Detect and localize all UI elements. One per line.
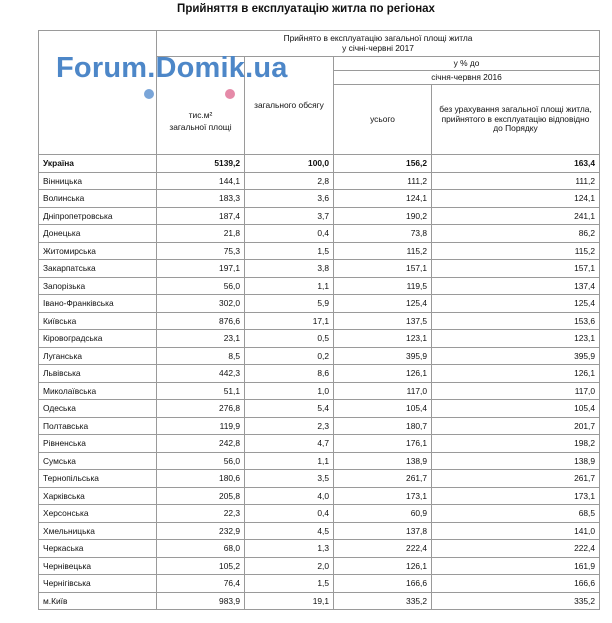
cell-region: Київська	[39, 312, 157, 330]
cell-area: 442,3	[157, 365, 245, 383]
cell-area: 276,8	[157, 400, 245, 418]
table-row	[39, 540, 600, 558]
cell-share: 0,5	[245, 330, 334, 348]
cell-share: 4,5	[245, 522, 334, 540]
cell-total: 125,4	[334, 295, 432, 313]
cell-area: 983,9	[157, 592, 245, 610]
cell-region: Кіровоградська	[39, 330, 157, 348]
cell-total: 126,1	[334, 365, 432, 383]
cell-excl: 125,4	[432, 295, 600, 313]
cell-area: 302,0	[157, 295, 245, 313]
cell-excl: 153,6	[432, 312, 600, 330]
cell-area: 21,8	[157, 225, 245, 243]
cell-excl: 105,4	[432, 400, 600, 418]
cell-region: Херсонська	[39, 505, 157, 523]
cell-area: 183,3	[157, 190, 245, 208]
cell-area: 23,1	[157, 330, 245, 348]
header-col-total: усього	[334, 85, 432, 155]
cell-area: 22,3	[157, 505, 245, 523]
cell-region: м.Київ	[39, 592, 157, 610]
cell-region: Хмельницька	[39, 522, 157, 540]
cell-excl: 111,2	[432, 172, 600, 190]
cell-region: Рівненська	[39, 435, 157, 453]
page-title: Прийняття в експлуатацію житла по регіонах	[177, 3, 435, 15]
cell-share: 1,0	[245, 382, 334, 400]
table-row	[39, 312, 600, 330]
cell-excl: 86,2	[432, 225, 600, 243]
table-header	[39, 31, 600, 155]
cell-region: Чернігівська	[39, 575, 157, 593]
watermark-dot-pink-icon	[225, 89, 235, 99]
cell-region: Одеська	[39, 400, 157, 418]
header-period-prev: січня-червня 2016	[334, 71, 600, 85]
cell-total: 137,8	[334, 522, 432, 540]
cell-region: Донецька	[39, 225, 157, 243]
header-group-line1: Прийнято в експлуатацію загальної площі житла	[283, 33, 473, 43]
table-row	[39, 452, 600, 470]
cell-region: Дніпропетровська	[39, 207, 157, 225]
table-row	[39, 505, 600, 523]
cell-share: 3,6	[245, 190, 334, 208]
cell-excl: 138,9	[432, 452, 600, 470]
cell-excl: 141,0	[432, 522, 600, 540]
table-row	[39, 365, 600, 383]
cell-total: 190,2	[334, 207, 432, 225]
table-row	[39, 435, 600, 453]
cell-total: 157,1	[334, 260, 432, 278]
cell-share: 1,5	[245, 575, 334, 593]
cell-region: Житомирська	[39, 242, 157, 260]
cell-share: 19,1	[245, 592, 334, 610]
cell-share: 4,7	[245, 435, 334, 453]
cell-total: 123,1	[334, 330, 432, 348]
cell-total: 124,1	[334, 190, 432, 208]
cell-excl: 173,1	[432, 487, 600, 505]
cell-total: 173,1	[334, 487, 432, 505]
cell-total: 176,1	[334, 435, 432, 453]
cell-region: Івано-Франківська	[39, 295, 157, 313]
cell-region: Миколаївська	[39, 382, 157, 400]
cell-total: 60,9	[334, 505, 432, 523]
table-row	[39, 277, 600, 295]
cell-share: 100,0	[245, 155, 334, 173]
table-row	[39, 330, 600, 348]
table-row	[39, 172, 600, 190]
cell-total: 111,2	[334, 172, 432, 190]
cell-area: 180,6	[157, 470, 245, 488]
cell-region: Сумська	[39, 452, 157, 470]
cell-region: Черкаська	[39, 540, 157, 558]
cell-excl: 163,4	[432, 155, 600, 173]
table-row	[39, 557, 600, 575]
cell-total: 137,5	[334, 312, 432, 330]
cell-total: 261,7	[334, 470, 432, 488]
cell-share: 8,6	[245, 365, 334, 383]
cell-excl: 201,7	[432, 417, 600, 435]
cell-area: 105,2	[157, 557, 245, 575]
header-corner-cell	[39, 31, 157, 155]
housing-table	[38, 30, 600, 610]
cell-excl: 335,2	[432, 592, 600, 610]
cell-share: 1,5	[245, 242, 334, 260]
cell-area: 144,1	[157, 172, 245, 190]
cell-region: Волинська	[39, 190, 157, 208]
cell-excl: 261,7	[432, 470, 600, 488]
cell-total: 156,2	[334, 155, 432, 173]
table-row	[39, 417, 600, 435]
cell-total: 126,1	[334, 557, 432, 575]
table-row	[39, 347, 600, 365]
cell-excl: 157,1	[432, 260, 600, 278]
cell-excl: 123,1	[432, 330, 600, 348]
cell-area: 242,8	[157, 435, 245, 453]
cell-region: Закарпатська	[39, 260, 157, 278]
table-row	[39, 592, 600, 610]
cell-total: 105,4	[334, 400, 432, 418]
cell-total: 166,6	[334, 575, 432, 593]
cell-area: 876,6	[157, 312, 245, 330]
table-row	[39, 242, 600, 260]
table-row	[39, 470, 600, 488]
cell-share: 2,0	[245, 557, 334, 575]
cell-area: 75,3	[157, 242, 245, 260]
cell-share: 17,1	[245, 312, 334, 330]
watermark-dot-blue-icon	[144, 89, 154, 99]
table-row	[39, 382, 600, 400]
table-row	[39, 575, 600, 593]
cell-share: 3,7	[245, 207, 334, 225]
cell-area: 5139,2	[157, 155, 245, 173]
cell-share: 0,4	[245, 505, 334, 523]
cell-excl: 161,9	[432, 557, 600, 575]
cell-area: 68,0	[157, 540, 245, 558]
cell-region: Чернівецька	[39, 557, 157, 575]
cell-excl: 137,4	[432, 277, 600, 295]
cell-area: 56,0	[157, 277, 245, 295]
table-row	[39, 400, 600, 418]
table-body	[39, 155, 600, 610]
cell-excl: 124,1	[432, 190, 600, 208]
header-percent-to: у % до	[334, 57, 600, 71]
table-row	[39, 487, 600, 505]
cell-share: 5,4	[245, 400, 334, 418]
table-row	[39, 225, 600, 243]
table-row	[39, 260, 600, 278]
cell-area: 51,1	[157, 382, 245, 400]
cell-area: 197,1	[157, 260, 245, 278]
cell-share: 5,9	[245, 295, 334, 313]
cell-excl: 68,5	[432, 505, 600, 523]
cell-share: 3,8	[245, 260, 334, 278]
cell-total: 395,9	[334, 347, 432, 365]
table-row	[39, 207, 600, 225]
table-row	[39, 522, 600, 540]
cell-region: Вінницька	[39, 172, 157, 190]
cell-area: 76,4	[157, 575, 245, 593]
table-row	[39, 190, 600, 208]
cell-share: 1,1	[245, 452, 334, 470]
header-col-excl: без урахування загальної площі житла, прийнятого в експлуатацію відповідно до Порядку	[432, 85, 600, 155]
cell-share: 1,1	[245, 277, 334, 295]
cell-excl: 126,1	[432, 365, 600, 383]
cell-excl: 198,2	[432, 435, 600, 453]
cell-share: 3,5	[245, 470, 334, 488]
header-units: тис.м²	[188, 110, 213, 120]
cell-excl: 117,0	[432, 382, 600, 400]
cell-area: 187,4	[157, 207, 245, 225]
cell-excl: 395,9	[432, 347, 600, 365]
cell-share: 2,3	[245, 417, 334, 435]
cell-area: 232,9	[157, 522, 245, 540]
cell-excl: 241,1	[432, 207, 600, 225]
cell-share: 0,4	[245, 225, 334, 243]
header-col-area: загальної площі	[169, 121, 232, 132]
cell-total: 117,0	[334, 382, 432, 400]
cell-area: 205,8	[157, 487, 245, 505]
watermark-logo: Forum.Domik.ua	[56, 52, 288, 84]
cell-area: 56,0	[157, 452, 245, 470]
table-row	[39, 155, 600, 173]
cell-region: Україна	[39, 155, 157, 173]
cell-share: 1,3	[245, 540, 334, 558]
cell-total: 180,7	[334, 417, 432, 435]
cell-region: Львівська	[39, 365, 157, 383]
header-group-line2: у січні-червні 2017	[342, 42, 414, 53]
cell-total: 138,9	[334, 452, 432, 470]
cell-region: Харківська	[39, 487, 157, 505]
cell-excl: 166,6	[432, 575, 600, 593]
table-row	[39, 295, 600, 313]
cell-region: Тернопільська	[39, 470, 157, 488]
cell-total: 73,8	[334, 225, 432, 243]
cell-excl: 222,4	[432, 540, 600, 558]
cell-region: Луганська	[39, 347, 157, 365]
cell-total: 119,5	[334, 277, 432, 295]
header-col-share: загального обсягу	[245, 57, 334, 155]
cell-total: 222,4	[334, 540, 432, 558]
cell-share: 4,0	[245, 487, 334, 505]
cell-region: Полтавська	[39, 417, 157, 435]
cell-region: Запорізька	[39, 277, 157, 295]
cell-share: 0,2	[245, 347, 334, 365]
cell-total: 115,2	[334, 242, 432, 260]
cell-area: 8,5	[157, 347, 245, 365]
cell-area: 119,9	[157, 417, 245, 435]
cell-excl: 115,2	[432, 242, 600, 260]
cell-share: 2,8	[245, 172, 334, 190]
cell-total: 335,2	[334, 592, 432, 610]
